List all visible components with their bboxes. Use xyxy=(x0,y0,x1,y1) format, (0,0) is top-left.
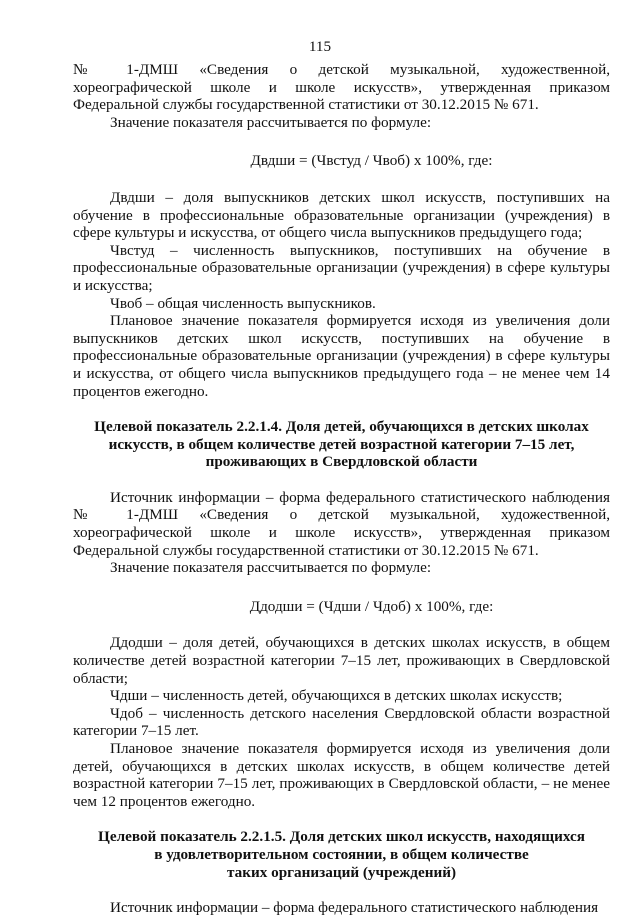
paragraph-planned-value: Плановое значение показателя формируется исходя из увеличения доли выпускников детских школ искусств, поступивших на обучение в профессиональные образовательные организации (учреждения) в сфере культуры и искусства, от общего числа выпускников предыдущего года – не менее чем 14 процентов ежегодно. xyxy=(73,312,610,400)
heading-line: в удовлетворительном состоянии, в общем количестве xyxy=(154,845,529,863)
paragraph-source-info: Источник информации – форма федерального статистического наблюдения № 1-ДМШ «Сведения о детской музыкальной, художественной, хореографической школе и школе искусств», утвержденная приказом Федеральной службы государственной статистики от 30.12.2015 № 671. xyxy=(73,488,610,559)
paragraph-definition-chvstud: Чвстуд – численность выпускников, поступивших на обучение в профессиональные образовательные организации (учреждения) в сфере культуры и искусства; xyxy=(73,241,610,294)
paragraph-formula-intro: Значение показателя рассчитывается по формуле: xyxy=(110,559,432,577)
paragraph-definition-chdob: Чдоб – численность детского населения Свердловской области возрастной категории 7–15 лет. xyxy=(73,704,610,740)
paragraph-definition-ddodshi: Ддодши – доля детей, обучающихся в детских школах искусств, в общем количестве детей возрастной категории 7–15 лет, проживающих в Свердловской области; xyxy=(73,634,610,687)
paragraph-planned-value: Плановое значение показателя формируется исходя из увеличения доли детей, обучающихся в детских школах искусств, в общем количестве детей возрастной категории 7–15 лет, проживающих в Свердловской области, – не менее чем 12 процентов ежегодно. xyxy=(73,740,610,810)
paragraph-definition-dvdshi: Двдши – доля выпускников детских школ искусств, поступивших на обучение в профессиональные образовательные организации (учреждения) в сфере культуры и искусства, от общего числа выпускников предыдущего года; xyxy=(73,188,610,242)
paragraph-formula-intro: Значение показателя рассчитывается по формуле: xyxy=(110,113,432,131)
formula-ddodshi: Ддодши = (Чдши / Чдоб) х 100%, где: xyxy=(249,597,494,615)
heading-line: таких организаций (учреждений) xyxy=(226,863,457,881)
page-number: 115 xyxy=(308,38,332,55)
page-content xyxy=(73,61,610,917)
heading-line: искусств, в общем количестве детей возрастной категории 7–15 лет, xyxy=(108,435,575,453)
paragraph-definition-chdshi: Чдши – численность детей, обучающихся в детских школах искусств; xyxy=(110,687,563,705)
formula-dvdshi: Двдши = (Чвстуд / Чвоб) х 100%, где: xyxy=(250,152,493,170)
heading-line: Целевой показатель 2.2.1.4. Доля детей, обучающихся в детских школах xyxy=(94,418,589,436)
section-heading-2-2-1-5 xyxy=(73,828,610,881)
paragraph-source-info: Источник информации – форма федерального статистического наблюдения xyxy=(110,899,599,917)
paragraph-source-continuation: № 1-ДМШ «Сведения о детской музыкальной, художественной, хореографической школе и школе искусств», утвержденная приказом Федеральной службы государственной статистики от 30.12.2015 № 671. xyxy=(73,61,610,114)
section-heading-2-2-1-4 xyxy=(73,418,610,471)
heading-line: Целевой показатель 2.2.1.5. Доля детских школ искусств, находящихся xyxy=(98,828,585,846)
paragraph-definition-chvob: Чвоб – общая численность выпускников. xyxy=(110,294,376,312)
heading-line: проживающих в Свердловской области xyxy=(205,453,478,471)
